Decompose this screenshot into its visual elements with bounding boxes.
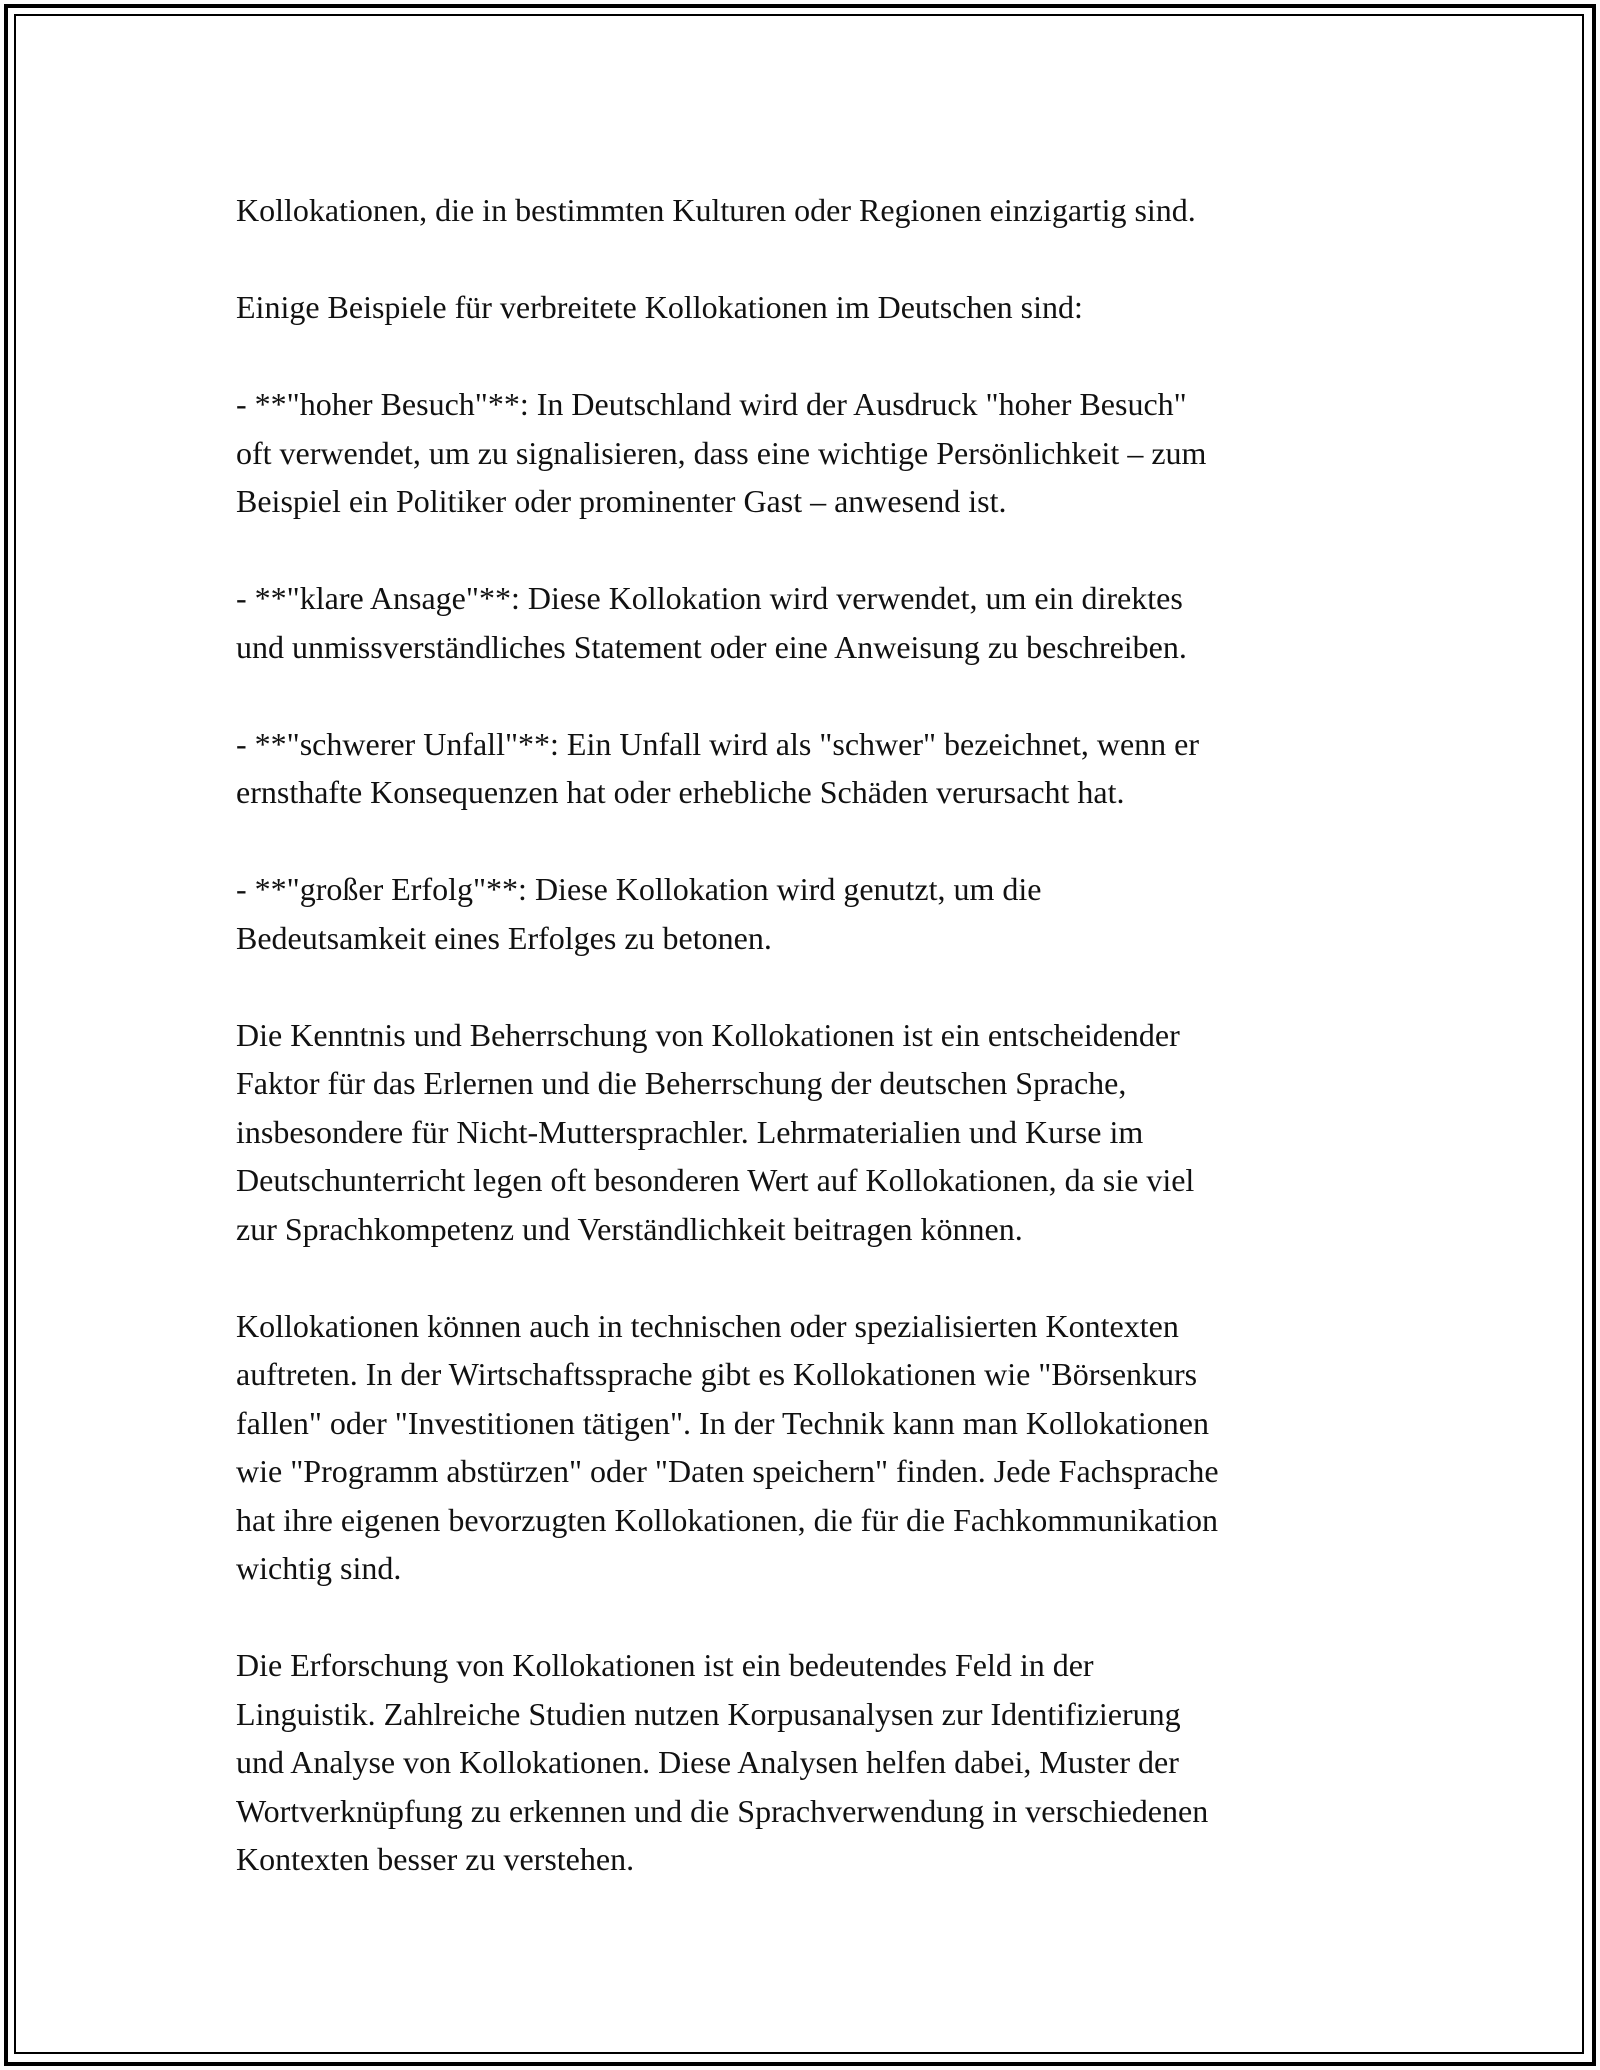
- paragraph: [236, 1011, 1376, 1254]
- text-line: Kollokationen, die in bestimmten Kulturen oder Regionen einzigartig sind.: [236, 192, 1196, 228]
- text-line: Die Kenntnis und Beherrschung von Kollokationen ist ein entscheidender: [236, 1016, 1180, 1053]
- paragraph: [236, 1641, 1376, 1884]
- text-line: Die Erforschung von Kollokationen ist ein bedeutendes Feld in der: [236, 1647, 1094, 1683]
- text-line: - **"großer Erfolg"**: Diese Kollokation wird genutzt, um die: [236, 871, 1042, 907]
- text-line: insbesondere für Nicht-Muttersprachler. Lehrmaterialien und Kurse im: [236, 1113, 1144, 1150]
- paragraph: [236, 865, 1376, 962]
- text-line: Deutschunterricht legen oft besonderen Wert auf Kollokationen, da sie viel: [236, 1162, 1195, 1198]
- paragraph: [236, 720, 1376, 817]
- paragraph: [236, 186, 1376, 235]
- text-line: Linguistik. Zahlreiche Studien nutzen Korpusanalysen zur Identifizierung: [236, 1695, 1181, 1732]
- paragraph: [236, 380, 1376, 526]
- text-line: Einige Beispiele für verbreitete Kollokationen im Deutschen sind:: [236, 289, 1083, 325]
- paragraph: [236, 1302, 1376, 1593]
- text-line: hat ihre eigenen bevorzugten Kollokationen, die für die Fachkommunikation: [236, 1501, 1218, 1538]
- text-line: - **"klare Ansage"**: Diese Kollokation wird verwendet, um ein direktes: [236, 580, 1183, 616]
- paragraph: [236, 283, 1376, 332]
- text-line: ernsthafte Konsequenzen hat oder erhebliche Schäden verursacht hat.: [236, 774, 1125, 810]
- text-line: Faktor für das Erlernen und die Beherrschung der deutschen Sprache,: [236, 1065, 1127, 1101]
- text-line: auftreten. In der Wirtschaftssprache gibt es Kollokationen wie "Börsenkurs: [236, 1356, 1198, 1392]
- document-body: [236, 186, 1376, 1932]
- text-line: wichtig sind.: [236, 1550, 402, 1586]
- text-line: - **"schwerer Unfall"**: Ein Unfall wird als "schwer" bezeichnet, wenn er: [236, 725, 1200, 762]
- text-line: und unmissverständliches Statement oder eine Anweisung zu beschreiben.: [236, 628, 1187, 665]
- text-line: fallen" oder "Investitionen tätigen". In der Technik kann man Kollokationen: [236, 1404, 1209, 1441]
- text-line: Kontexten besser zu verstehen.: [236, 1841, 635, 1877]
- text-line: Bedeutsamkeit eines Erfolges zu betonen.: [236, 919, 772, 956]
- text-line: - **"hoher Besuch"**: In Deutschland wird der Ausdruck "hoher Besuch": [236, 386, 1187, 422]
- text-line: Wortverknüpfung zu erkennen und die Sprachverwendung in verschiedenen: [236, 1792, 1209, 1829]
- paragraph: [236, 574, 1376, 671]
- text-line: und Analyse von Kollokationen. Diese Analysen helfen dabei, Muster der: [236, 1744, 1179, 1780]
- text-line: Kollokationen können auch in technischen oder spezialisierten Kontexten: [236, 1307, 1179, 1344]
- text-line: Beispiel ein Politiker oder prominenter Gast – anwesend ist.: [236, 483, 1007, 519]
- text-line: wie "Programm abstürzen" oder "Daten speichern" finden. Jede Fachsprache: [236, 1453, 1219, 1489]
- text-line: oft verwendet, um zu signalisieren, dass eine wichtige Persönlichkeit – zum: [236, 434, 1207, 471]
- text-line: zur Sprachkompetenz und Verständlichkeit beitragen können.: [236, 1210, 1023, 1247]
